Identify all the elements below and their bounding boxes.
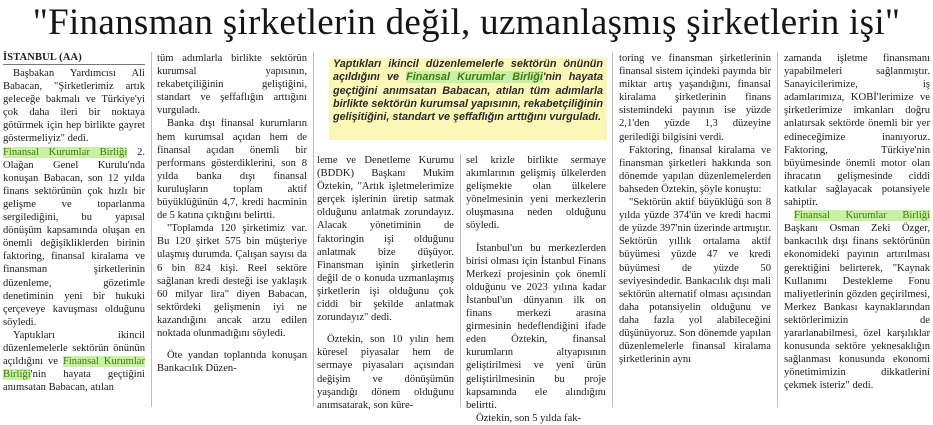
paragraph-text: 2. Olağan Genel Kurulu'nda konuşan Babacan, son 12 yılda finans sektörünün çok hızlı bir gelişme ve toparlanma sergilediğini, bu yapısal dönüşüm kapsamında oluşan en önemli değişikliklerden birinin faktoring, finansal kiralama ve finansman şirketlerinin düzenleme, gözetimle denetiminin yeni bir hukuki çerçeveye kavuşması olduğunu söyledi. [3,146,146,328]
article-column-4 [466,154,606,424]
highlighted-term: Finansal Kurumlar Birliği [406,71,543,84]
paragraph: sel krizle birlikte sermaye akımlarının gelişmiş ülkelerden gelişmekte olan ülkelere yönelmesinin yeni merkezlerin oluşmasına neden olduğunu söyledi. [466,155,606,232]
paragraph [3,329,145,394]
highlighted-term: Finansal Kurumlar Birliği [3,356,146,381]
article-column-2 [157,52,307,407]
column-rule [612,52,613,407]
column-rule [313,52,314,407]
paragraph: Öztekin, son 5 yılda fak- [476,412,582,424]
paragraph: Başbakan Yardımcısı Ali Babacan, "Şirketlerimiz artık geleceğe bakmalı ve Türkiye'yi çok daha ileri bir noktaya götürmek için hep birlikte gayret göstermeliyiz" dedi. [3,68,145,145]
article-column-5 [619,52,771,407]
paragraph: "Sektörün aktif büyüklüğü son 8 yılda yüzde 374'ün ve kredi hacmi de yüzde 397'nin üzerinde artmıştır. Sektörün yıllık ortalama aktif büyümesi yüzde 47 ve kredi büyümesi de yüzde 50 seviyesindedir. Bankacılık dışı mali sektörün alternatif olması açısından daha potansiyelin olduğunu ve daha fazla yol alabileceğini düşünüyoruz. Son dönemde yapılan düzenlemelerle finansal kiralama şirketlerinin aynı [619,197,771,366]
pull-quote-text: Yaptıkları ikincil düzenlemelerle sektörün önünün açıldığını ve [333,58,603,84]
paragraph: Faktoring, finansal kiralama ve finansman şirketleri hakkında son dönemde yapılan düzenlemelerden bahseden Öztekin, şöyle konuştu: [619,144,771,195]
paragraph-text: Başkanı Osman Zeki Özger, bankacılık dışı finans sektörünün ekonomideki payının artırılması gerektiğini belirterek, "Kaynak Kullanımı Destekleme Fonu maliyetlerinin gözden geçirilmesi, Merkez Bankası kaynaklarından sektörlerimizin de yararlanabilmesi, özel karşılıklar konusunda sektöre yeknesaklığın sağlanması konusunda ekonomi yönetimimizin dikkatlerini çekmek isteriz" dedi. [784,223,930,392]
paragraph: Banka dışı finansal kurumların hem kurumsal açıdan hem de finansal açıdan önemli bir performans gösterdiklerini, son 8 yılda banka dışı finansal kuruluşların toplam aktif büyüklüğünün 4,7, kredi hacminin de 5 katına çıktığını belirtti. [157,118,307,222]
paragraph: tüm adımlarla birlikte sektörün kurumsal yapısının, rekabetçiliğinin geliştiğini, standart ve şeffaflığın arttığını vurguladı. [157,53,307,117]
headline: "Finansman şirketlerin değil, uzmanlaşmış şirketlerin işi" [32,1,901,43]
paragraph [784,209,930,392]
byline: İSTANBUL (AA) [3,52,145,65]
highlighted-term: Finansal Kurumlar Birliği [3,146,128,158]
article-column-6 [784,52,930,407]
paragraph: Öztekin, son 10 yılın hem küresel piyasalar hem de sermaye piyasaları açısından değişim ve dönüşümün yaşandığı dönem olduğunu anımsatarak, son küre- [317,334,454,411]
paragraph: Öte yandan toplantıda konuşan Bankacılık Düzen- [157,350,307,375]
paragraph: zamanda işletme finansmanı yapabilmeleri sağlanmıştır. Sanayicilerimize, iş adamlarımıza, KOBİ'lerimize ve şirketlerimize imkanları doğru anlatırsak sektörde önemli bir yer edineceğimize inanıyoruz. Faktoring, Türkiye'nin büyümesinde önemli motor olan ihracatın gelişmesinde ciddi katkılar sağlayacak potansiyele sahiptir. [784,53,930,209]
highlighted-term: Finansal Kurumlar Birliği [794,210,930,222]
column-rule [777,52,778,407]
article-column-1 [3,52,145,407]
paragraph-text: Yaptıkları ikincil düzenlemelerle sektörün önünün açıldığını ve [3,329,145,368]
pull-quote [329,58,607,140]
paragraph: "Toplamda 120 şirketimiz var. Bu 120 şirket 575 bin müşteriye ulaşmış durumda. Çalışan sayısı da 6 bin 824 kişi. Reel sektöre sağlanan kredi desteği ise yaklaşık 60 milyar lira" diyen Babacan, sektördeki gelişmenin iyi ne kazandığını ancak arzu edilen noktada olunmadığını söyledi. [157,223,307,339]
column-rule [151,52,152,407]
paragraph: leme ve Denetleme Kurumu (BDDK) Başkanı Mukim Öztekin, "Artık işletmelerimize gerçek işlerinin üretip satmak olduğunu anlatmak zorundayız. Alacak yönetiminin de faktoringin işi olduğunu anlatmak bize düşüyor. Finansman işinin şirketlerin değil de o konuda uzmanlaşmış şirketlerin işi olduğunu çok ciddi bir şekilde anlatmak zorundayız" dedi. [317,155,454,324]
paragraph-text: 'nin hayata geçtiğini anımsatan Babacan, atılan [3,369,145,394]
pull-quote-text: 'nin hayata geçtiğini anımsatan Babacan, atılan tüm adımlarla birlikte sektörün kurumsal yapısının, rekabetçiliğinin gelişitiğini, standart ve şeffaflığın arttığını vurguladı. [333,71,604,124]
column-rule [460,154,461,407]
article-column-3 [317,154,454,411]
paragraph: toring ve finansman şirketlerinin finansal sistem içindeki payında bir miktar artış yaşandığını, finansal kiralama şirketlerinin finans sistemindeki payının ise yüzde 2,1'den yüzde 1,3 düzeyine gerilediği bilgisini verdi. [619,53,771,143]
paragraph: İstanbul'un bu merkezlerden birisi olması için İstanbul Finans Merkezi projesinin çok önemli olduğunu ve 2023 yılına kadar İstanbul'un dünyanın ilk on finans merkezi arasına girmesinin hedeflendiğini ifade eden Öztekin, finansal kurumların altyapısının geliştirilmesi ve yeni ürün geliştirilmesinin bu proje kapsamında ele alındığını belirtti. [466,242,606,411]
paragraph [3,146,145,329]
